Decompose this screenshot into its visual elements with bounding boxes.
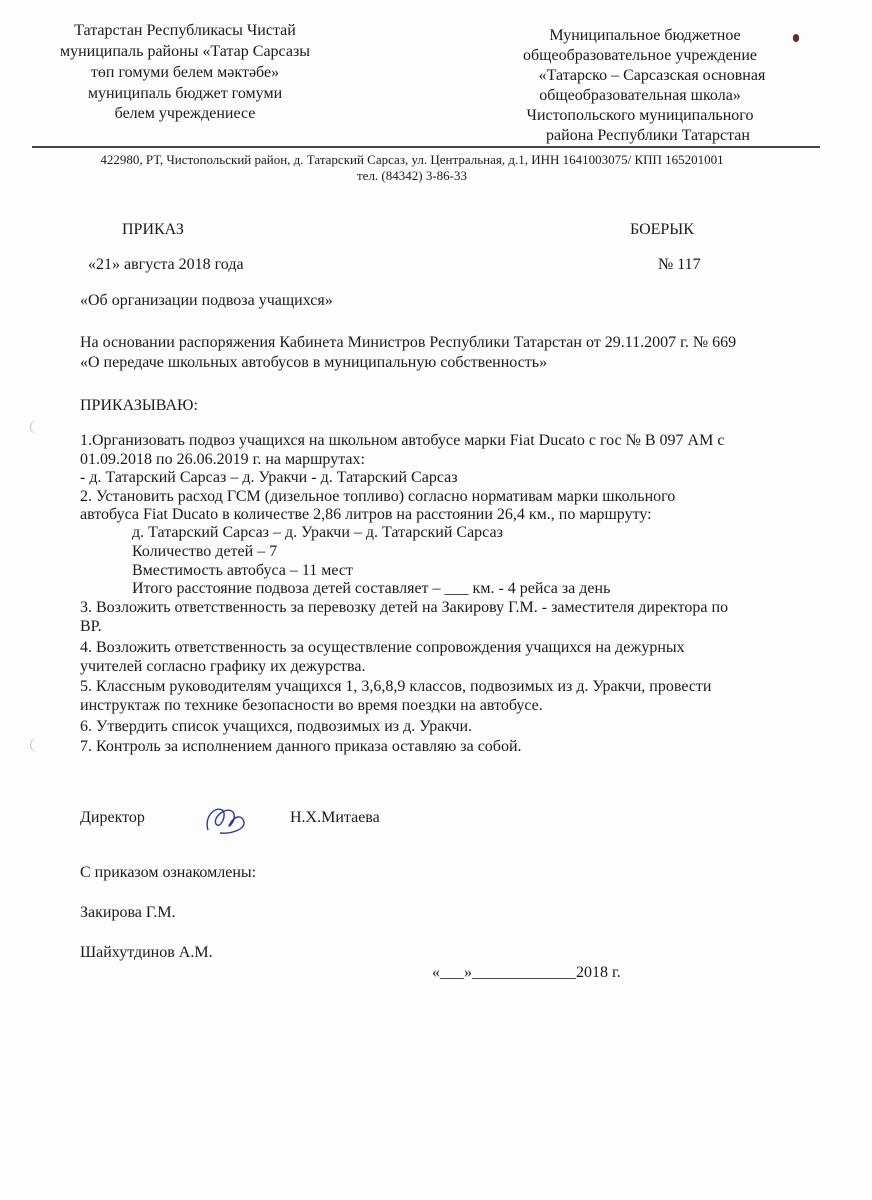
order-line: - д. Татарский Сарсаз – д. Уракчи - д. Татарский Сарсаз bbox=[80, 469, 458, 486]
director-name: Н.Х.Митаева bbox=[290, 809, 380, 826]
address: 422980, РТ, Чистопольский район, д. Татарский Сарсаз, ул. Центральная, д.1, ИНН 1641003075/ КПП 165201001 bbox=[100, 152, 724, 167]
director-signature bbox=[200, 800, 250, 840]
order-line: Итого расстояние подвоза детей составляет – ___ км. - 4 рейса за день bbox=[132, 580, 611, 597]
header-right-line: общеобразовательное учреждение bbox=[523, 47, 757, 64]
basis-line: На основании распоряжения Кабинета Министров Республики Татарстан от 29.11.2007 г. № 669 bbox=[80, 334, 737, 351]
director-label: Директор bbox=[80, 809, 145, 826]
signer: Шайхутдинов А.М. bbox=[80, 944, 213, 961]
acquainted-label: С приказом ознакомлены: bbox=[80, 864, 257, 881]
header-left-line: Татарстан Республикасы Чистай bbox=[74, 22, 296, 39]
order-subject: «Об организации подвоза учащихся» bbox=[80, 292, 333, 309]
order-line: Количество детей – 7 bbox=[132, 543, 278, 560]
header-right-line: района Республики Татарстан bbox=[546, 127, 750, 144]
order-line: 6. Утвердить список учащихся, подвозимых из д. Уракчи. bbox=[80, 718, 473, 735]
header-left-line: муниципаль районы «Татар Сарсазы bbox=[59, 43, 311, 60]
order-line: 3. Возложить ответственность за перевозку детей на Закирову Г.М. - заместителя директора по bbox=[80, 599, 729, 616]
header-right-line: общеобразовательная школа» bbox=[539, 87, 741, 104]
order-line: 5. Классным руководителям учащихся 1, 3,6,8,9 классов, подвозимых из д. Уракчи, провести bbox=[80, 678, 712, 695]
basis-line: «О передаче школьных автобусов в муниципальную собственность» bbox=[80, 354, 548, 371]
order-line: 4. Возложить ответственность за осуществление сопровождения учащихся на дежурных bbox=[80, 639, 685, 656]
header-left-line: белем учреждениесе bbox=[114, 105, 256, 122]
header-divider bbox=[32, 146, 820, 148]
order-number: № 117 bbox=[658, 256, 701, 273]
order-line: автобуса Fiat Ducato в количестве 2,86 литров на расстоянии 26,4 км., по маршруту: bbox=[80, 506, 652, 523]
order-line: 01.09.2018 по 26.06.2019 г. на маршрутах: bbox=[80, 451, 365, 468]
order-line: 7. Контроль за исполнением данного приказа оставляю за собой. bbox=[80, 738, 522, 755]
order-title-ru: ПРИКАЗ bbox=[122, 221, 184, 238]
scan-mark bbox=[30, 738, 45, 752]
order-line: инструктаж по технике безопасности во время поездки на автобусе. bbox=[80, 697, 543, 714]
order-title-tt: БОЕРЫК bbox=[630, 221, 694, 238]
order-line: 2. Установить расход ГСМ (дизельное топливо) согласно нормативам марки школьного bbox=[80, 488, 676, 505]
date-blank: «___»_____________2018 г. bbox=[432, 964, 621, 981]
scan-mark bbox=[30, 420, 45, 434]
order-line: учителей согласно графику их дежурства. bbox=[80, 658, 366, 675]
phone: тел. (84342) 3-86-33 bbox=[356, 168, 468, 183]
order-date: «21» августа 2018 года bbox=[88, 256, 244, 273]
order-line: ВР. bbox=[80, 618, 102, 635]
order-word: ПРИКАЗЫВАЮ: bbox=[80, 397, 198, 414]
header-left-line: муниципаль бюджет гомуми bbox=[87, 85, 283, 102]
order-line: д. Татарский Сарсаз – д. Уракчи – д. Татарский Сарсаз bbox=[132, 524, 503, 541]
signer: Закирова Г.М. bbox=[80, 904, 176, 921]
header-right-line: Чистопольского муниципального bbox=[526, 107, 754, 124]
header-right-line: «Татарско – Сарсазская основная bbox=[538, 67, 766, 84]
ink-spot bbox=[793, 34, 799, 42]
header-right-line: Муниципальное бюджетное bbox=[549, 27, 741, 44]
order-line: 1.Организовать подвоз учащихся на школьном автобусе марки Fiat Ducato с гос № В 097 АМ с bbox=[80, 432, 725, 449]
header-left-line: төп гомуми белем мәктәбе» bbox=[90, 64, 280, 81]
order-line: Вместимость автобуса – 11 мест bbox=[132, 562, 353, 579]
